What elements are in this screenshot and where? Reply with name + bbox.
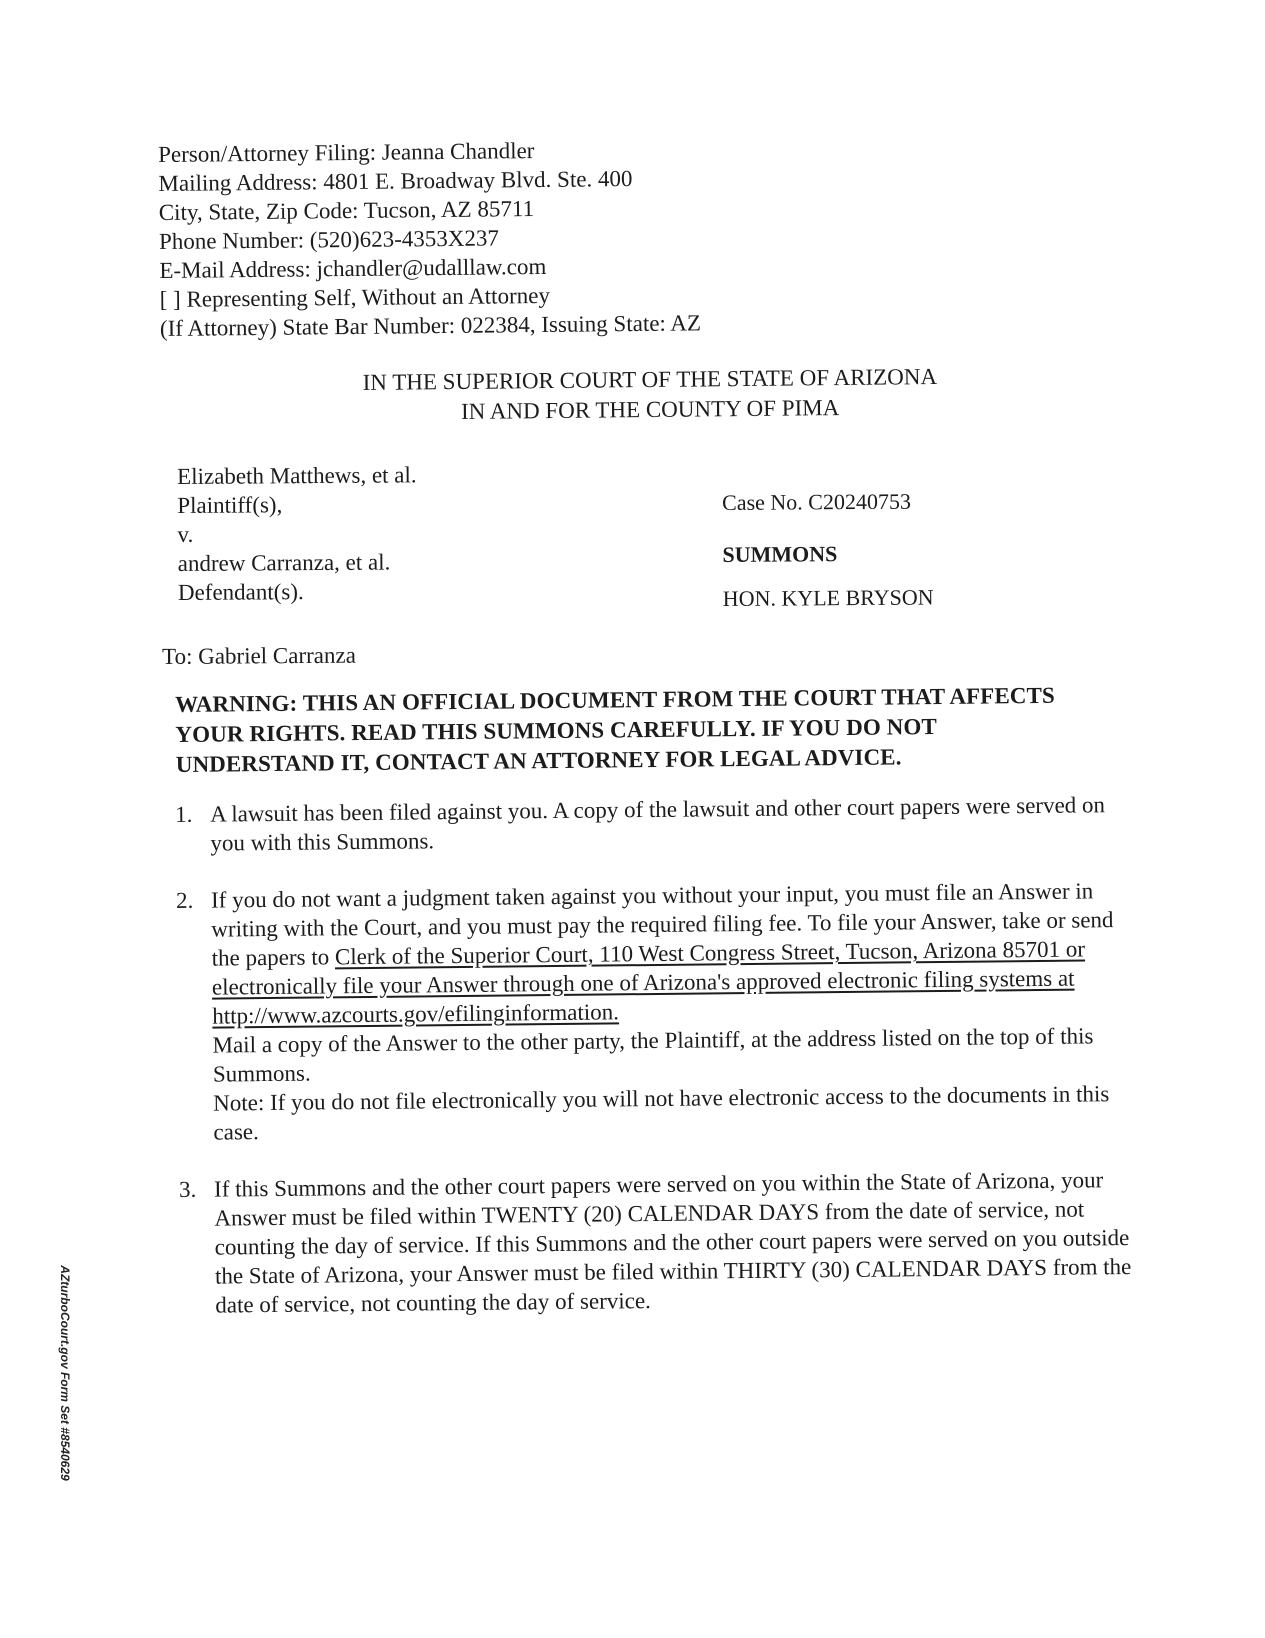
mail-copy-text: Mail a copy of the Answer to the other party, the Plaintiff, at the address listed on the top of this Summons. bbox=[212, 1023, 1094, 1087]
form-set-label: AZturboCourt.gov Form Set #8540629 bbox=[58, 1265, 72, 1481]
document-title: SUMMONS bbox=[722, 541, 838, 567]
defendant-label: Defendant(s). bbox=[177, 579, 304, 605]
item-number: 3. bbox=[178, 1176, 197, 1202]
form-set-sidebar bbox=[52, 1258, 78, 1488]
court-name: IN THE SUPERIOR COURT OF THE STATE OF ARIZONA bbox=[362, 363, 938, 396]
filer-mailing-address: Mailing Address: 4801 E. Broadway Blvd. Ste. 400 bbox=[158, 166, 633, 196]
filer-bar-number: (If Attorney) State Bar Number: 022384, Issuing State: AZ bbox=[159, 310, 702, 341]
judge-name: HON. KYLE BRYSON bbox=[722, 584, 934, 611]
defendant-name: andrew Carranza, et al. bbox=[177, 549, 391, 576]
case-info bbox=[722, 489, 934, 612]
warning-notice: WARNING: THIS AN OFFICIAL DOCUMENT FROM THE COURT THAT AFFECTS YOUR RIGHTS. READ THIS SUMMONS CAREFULLY. IF YOU DO NOT UNDERSTAND IT, CONTACT AN ATTORNEY FOR LEGAL ADVICE. bbox=[175, 682, 1056, 777]
filer-representing-self: [ ] Representing Self, Without an Attorney bbox=[159, 282, 550, 312]
list-item bbox=[175, 790, 1136, 858]
electronic-access-note: Note: If you do not file electronically you will not have electronic access to the documents in this case. bbox=[213, 1081, 1110, 1145]
filer-info-block bbox=[158, 134, 701, 343]
versus: v. bbox=[177, 521, 194, 547]
filer-email: E-Mail Address: jchandler@udalllaw.com bbox=[159, 253, 547, 283]
clerk-efiling-link[interactable]: Clerk of the Superior Court, 110 West Congress Street, Tucson, Arizona 85701 or electronically file your Answer through one of Arizona's approved electronic filing systems at http://www.azcourts.gov/efilinginformation. bbox=[211, 936, 1086, 1029]
list-item bbox=[179, 1165, 1140, 1320]
item-number: 2. bbox=[175, 887, 194, 913]
item-number: 1. bbox=[175, 801, 193, 827]
instructions-list bbox=[175, 790, 1141, 1348]
item-text: If you do not want a judgment taken against you without your input, you must file an Answer in writing with the Court, and you must pay the required filing fee. To file your Answer, take or send the papers to bbox=[210, 878, 1114, 971]
recipient: To: Gabriel Carranza bbox=[162, 642, 356, 669]
court-county: IN AND FOR THE COUNTY OF PIMA bbox=[460, 395, 840, 424]
plaintiff-label: Plaintiff(s), bbox=[177, 492, 283, 518]
plaintiff-name: Elizabeth Matthews, et al. bbox=[177, 462, 417, 489]
list-item bbox=[176, 876, 1139, 1147]
filer-city-state-zip: City, State, Zip Code: Tucson, AZ 85711 bbox=[158, 196, 535, 225]
court-heading bbox=[300, 361, 1001, 428]
item-text: A lawsuit has been filed against you. A copy of the lawsuit and other court papers were served on you with this Summons. bbox=[210, 792, 1106, 856]
item-text: If this Summons and the other court papers were served on you within the State of Arizona, your Answer must be filed within TWENTY (20) CALENDAR DAYS from the date of service, not counting the day of service. If this Summons and the other court papers were served on you outside the State of Arizona, your Answer must be filed within THIRTY (30) CALENDAR DAYS from the date of service, not counting the day of service. bbox=[213, 1167, 1132, 1318]
filer-name: Person/Attorney Filing: Jeanna Chandler bbox=[158, 138, 535, 167]
filer-phone: Phone Number: (520)623-4353X237 bbox=[158, 225, 500, 254]
case-number: Case No. C20240753 bbox=[722, 488, 911, 515]
item-body bbox=[211, 876, 1139, 1147]
case-parties bbox=[177, 460, 418, 607]
